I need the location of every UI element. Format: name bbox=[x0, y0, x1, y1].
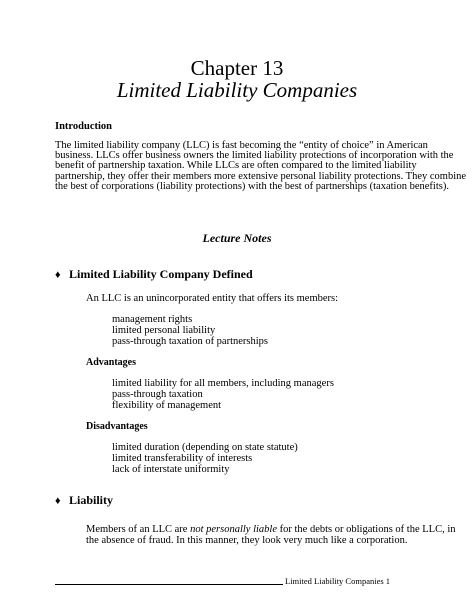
intro-line: The limited liability company (LLC) is fast becoming the “entity of choice” in American bbox=[55, 140, 428, 151]
liability-text: Members of an LLC are bbox=[86, 524, 191, 535]
list-item: management rights bbox=[112, 314, 193, 325]
liability-paragraph-line bbox=[86, 524, 456, 535]
llc-definition-text: An LLC is an unincorporated entity that offers its members: bbox=[86, 293, 339, 304]
footer-text: Limited Liability Companies 1 bbox=[285, 576, 391, 586]
diamond-bullet-icon: ♦ bbox=[55, 269, 61, 281]
introduction-heading: Introduction bbox=[55, 121, 112, 132]
lecture-notes-heading: Lecture Notes bbox=[202, 231, 272, 245]
liability-text: for the debts or obligations of the LLC, in bbox=[277, 524, 456, 535]
chapter-title: Limited Liability Companies bbox=[116, 78, 358, 102]
advantages-heading: Advantages bbox=[86, 357, 137, 368]
list-item: limited transferability of interests bbox=[112, 453, 253, 464]
section-llc-defined-heading bbox=[55, 267, 253, 282]
list-item: limited liability for all members, including managers bbox=[112, 378, 334, 389]
intro-line: the best of corporations (liability protections) with the best of partnerships (taxation benefits). bbox=[55, 180, 449, 192]
introduction-paragraph bbox=[55, 140, 467, 192]
disadvantages-heading: Disadvantages bbox=[86, 421, 148, 432]
list-item: pass-through taxation bbox=[112, 389, 203, 400]
intro-line: benefit of partnership taxation. While LLCs are often compared to the limited liability bbox=[55, 160, 417, 172]
liability-emphasis: not personally liable bbox=[190, 524, 278, 535]
list-item: limited duration (depending on state statute) bbox=[112, 442, 298, 453]
list-item: flexibility of management bbox=[112, 400, 222, 411]
liability-paragraph-line: the absence of fraud. In this manner, they look very much like a corporation. bbox=[86, 535, 408, 546]
list-item: pass-through taxation of partnerships bbox=[112, 336, 269, 347]
intro-line: partnership, they offer their members more extensive personal liability protections. They combine bbox=[55, 170, 467, 182]
diamond-bullet-icon: ♦ bbox=[55, 495, 61, 507]
chapter-number: Chapter 13 bbox=[190, 56, 284, 80]
section-liability-heading bbox=[55, 493, 113, 508]
footer-rule bbox=[55, 584, 283, 585]
list-item: limited personal liability bbox=[112, 325, 216, 336]
section-title: Limited Liability Company Defined bbox=[69, 267, 253, 281]
list-item: lack of interstate uniformity bbox=[112, 464, 230, 475]
intro-line: business. LLCs offer business owners the limited liability protections of incorporation with the bbox=[55, 150, 454, 162]
section-title: Liability bbox=[69, 493, 114, 507]
